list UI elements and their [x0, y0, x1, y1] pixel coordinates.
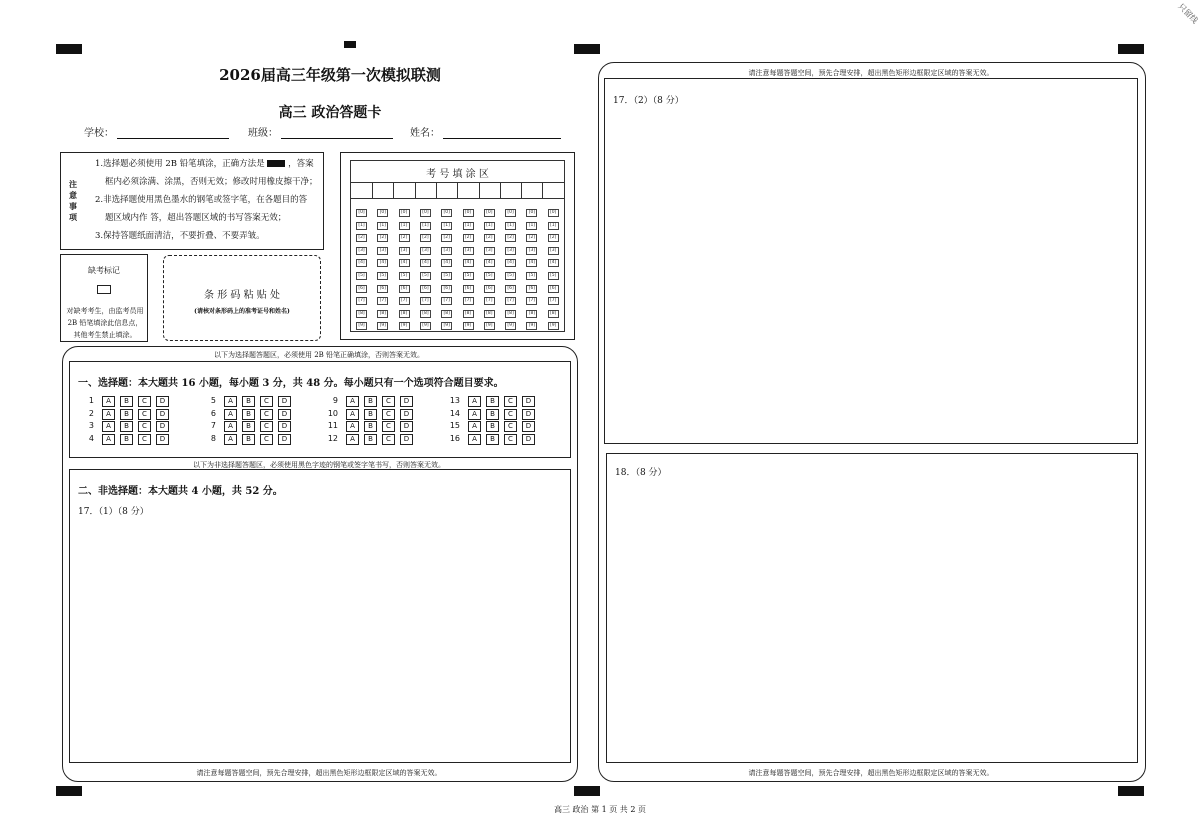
choice-option-bubble[interactable]: A [224, 434, 237, 445]
choice-option-bubble[interactable]: A [468, 409, 481, 420]
q18-label: 18．（8 分） [615, 468, 667, 478]
exam-number-digit-bubble[interactable]: [1] [356, 222, 367, 230]
choice-option-bubble[interactable]: D [400, 434, 413, 445]
choice-option-bubble[interactable]: A [224, 421, 237, 432]
exam-number-digit-bubble[interactable]: [3] [420, 247, 431, 255]
exam-number-digit-bubble[interactable]: [8] [484, 310, 495, 318]
choice-option-bubble[interactable]: C [382, 434, 395, 445]
choice-question-number: 10 [327, 408, 338, 418]
exam-number-digit-bubble[interactable]: [5] [526, 272, 537, 280]
choice-question-number: 14 [449, 408, 460, 418]
choice-option-bubble[interactable]: D [278, 421, 291, 432]
exam-number-digit-bubble[interactable]: [2] [420, 234, 431, 242]
exam-number-digit-bubble[interactable]: [0] [356, 209, 367, 217]
choice-question-row [322, 421, 418, 432]
school-field[interactable] [84, 124, 229, 139]
choice-option-bubble[interactable]: D [522, 396, 535, 407]
exam-number-digit-bubble[interactable]: [0] [463, 209, 474, 217]
position-mark [1118, 44, 1144, 54]
choice-option-bubble[interactable]: C [138, 396, 151, 407]
choice-option-bubble[interactable]: B [120, 421, 133, 432]
absent-line1: 对缺考考生，由监考员用 [66, 307, 144, 315]
choice-question-number: 3 [88, 421, 94, 430]
choice-option-bubble[interactable]: B [486, 421, 499, 432]
school-line[interactable] [117, 124, 229, 139]
position-mark [574, 786, 600, 796]
choice-option-bubble[interactable]: A [346, 396, 359, 407]
choice-option-bubble[interactable]: D [156, 409, 169, 420]
exam-number-digit-bubble[interactable]: [7] [484, 297, 495, 305]
choice-option-bubble[interactable]: D [156, 421, 169, 432]
exam-number-digit-bubble[interactable]: [6] [420, 285, 431, 293]
exam-number-digit-bubble[interactable]: [1] [526, 222, 537, 230]
exam-number-digit-bubble[interactable]: [0] [399, 209, 410, 217]
choice-option-bubble[interactable]: D [400, 421, 413, 432]
barcode-title: 条 形 码 粘 贴 处 [204, 290, 280, 301]
choice-question-row [200, 421, 296, 432]
choice-option-bubble[interactable]: A [346, 421, 359, 432]
exam-number-digit-bubble[interactable]: [7] [356, 297, 367, 305]
choice-option-bubble[interactable]: A [102, 409, 115, 420]
exam-number-column [521, 182, 543, 198]
exam-number-digit-bubble[interactable]: [9] [441, 322, 452, 330]
exam-number-digit-bubble[interactable]: [3] [356, 247, 367, 255]
exam-number-digit-bubble[interactable]: [3] [399, 247, 410, 255]
exam-number-digit-bubble[interactable]: [6] [548, 285, 559, 293]
choice-option-bubble[interactable]: B [120, 434, 133, 445]
exam-number-digit-bubble[interactable]: [8] [441, 310, 452, 318]
exam-number-digit-bubble[interactable]: [5] [484, 272, 495, 280]
exam-number-digit-bubble[interactable]: [7] [548, 297, 559, 305]
exam-number-digit-bubble[interactable]: [5] [548, 272, 559, 280]
exam-number-grid [350, 160, 565, 332]
choice-option-bubble[interactable]: C [260, 421, 273, 432]
exam-number-digit-bubble[interactable]: [8] [399, 310, 410, 318]
exam-number-digit-bubble[interactable]: [0] [484, 209, 495, 217]
choice-option-bubble[interactable]: C [504, 396, 517, 407]
exam-number-digit-bubble[interactable]: [4] [548, 259, 559, 267]
choice-question-row [78, 409, 174, 420]
choice-question-row [322, 409, 418, 420]
exam-number-digit-bubble[interactable]: [0] [377, 209, 388, 217]
choice-option-bubble[interactable]: B [364, 396, 377, 407]
exam-number-digit-bubble[interactable]: [5] [377, 272, 388, 280]
exam-number-digit-bubble[interactable]: [9] [526, 322, 537, 330]
notice-box [60, 152, 324, 250]
choice-option-bubble[interactable]: B [242, 421, 255, 432]
q17-1-label: 17．（1）（8 分） [78, 507, 149, 517]
exam-number-column [436, 182, 458, 198]
choice-option-bubble[interactable]: A [102, 434, 115, 445]
page-footer: 高三 政治 第 1 页 共 2 页 [554, 805, 646, 814]
exam-number-digit-bubble[interactable]: [9] [505, 322, 516, 330]
exam-number-digit-bubble[interactable]: [6] [441, 285, 452, 293]
exam-number-digit-bubble[interactable]: [0] [505, 209, 516, 217]
exam-number-column [500, 182, 522, 198]
choice-option-bubble[interactable]: A [468, 396, 481, 407]
exam-number-digit-bubble[interactable]: [2] [526, 234, 537, 242]
exam-number-digit-bubble[interactable]: [6] [377, 285, 388, 293]
position-mark [56, 44, 82, 54]
exam-number-digit-bubble[interactable]: [4] [505, 259, 516, 267]
exam-number-digit-bubble[interactable]: [5] [356, 272, 367, 280]
exam-number-digit-bubble[interactable]: [2] [441, 234, 452, 242]
choice-option-bubble[interactable]: A [102, 421, 115, 432]
name-line[interactable] [443, 124, 561, 139]
choice-question-number: 2 [88, 408, 94, 418]
absent-title: 缺考标记 [88, 266, 120, 275]
exam-number-digit-bubble[interactable]: [4] [526, 259, 537, 267]
choice-question-number: 8 [210, 433, 216, 443]
choice-option-bubble[interactable]: B [242, 409, 255, 420]
exam-number-digit-bubble[interactable]: [2] [548, 234, 559, 242]
exam-number-digit-bubble[interactable]: [8] [526, 310, 537, 318]
name-label: 姓名： [410, 128, 440, 139]
choice-question-row [444, 434, 540, 445]
exam-number-digit-bubble[interactable]: [0] [548, 209, 559, 217]
exam-number-title: 考 号 填 涂 区 [426, 169, 489, 180]
exam-number-digit-bubble[interactable]: [5] [441, 272, 452, 280]
choice-question-number: 6 [210, 408, 216, 418]
choice-question-row [444, 421, 540, 432]
position-mark [574, 44, 600, 54]
choice-option-bubble[interactable]: A [224, 396, 237, 407]
choice-question-row [78, 434, 174, 445]
choice-option-bubble[interactable]: D [156, 396, 169, 407]
choice-option-bubble[interactable]: D [522, 421, 535, 432]
choice-option-bubble[interactable]: A [224, 409, 237, 420]
choice-option-bubble[interactable]: B [486, 434, 499, 445]
choice-question-row [200, 434, 296, 445]
choice-option-bubble[interactable]: B [242, 434, 255, 445]
choice-question-number: 15 [449, 421, 460, 430]
choice-option-bubble[interactable]: A [102, 396, 115, 407]
choice-option-bubble[interactable]: A [468, 434, 481, 445]
exam-number-digit-bubble[interactable]: [3] [377, 247, 388, 255]
exam-number-digit-bubble[interactable]: [9] [484, 322, 495, 330]
exam-number-digit-bubble[interactable]: [4] [377, 259, 388, 267]
exam-number-digit-bubble[interactable]: [1] [377, 222, 388, 230]
exam-number-column [415, 182, 437, 198]
exam-number-column [458, 182, 480, 198]
exam-number-digit-bubble[interactable]: [4] [484, 259, 495, 267]
notice-item1a: 1.选择题必须使用 2B 铅笔填涂，正确方法是 [95, 159, 265, 169]
exam-number-digit-bubble[interactable]: [1] [441, 222, 452, 230]
exam-number-digit-bubble[interactable]: [0] [526, 209, 537, 217]
q18-answer-box[interactable] [606, 453, 1138, 763]
exam-number-digit-bubble[interactable]: [5] [463, 272, 474, 280]
choice-section [69, 361, 571, 458]
exam-number-digit-bubble[interactable]: [3] [441, 247, 452, 255]
exam-number-digit-bubble[interactable]: [8] [548, 310, 559, 318]
choice-option-bubble[interactable]: B [364, 434, 377, 445]
choice-option-bubble[interactable]: B [364, 409, 377, 420]
choice-option-bubble[interactable]: D [156, 434, 169, 445]
choice-option-bubble[interactable]: D [400, 409, 413, 420]
exam-number-column [394, 182, 416, 198]
choice-question-row [200, 396, 296, 407]
choice-option-bubble[interactable]: D [278, 409, 291, 420]
exam-number-digit-bubble[interactable]: [8] [420, 310, 431, 318]
choice-option-bubble[interactable]: C [382, 421, 395, 432]
corner-watermark: 只留线 [1176, 1, 1200, 26]
exam-number-digit-bubble[interactable]: [5] [420, 272, 431, 280]
choice-option-bubble[interactable]: A [468, 421, 481, 432]
choice-option-bubble[interactable]: C [260, 434, 273, 445]
choice-option-bubble[interactable]: C [260, 396, 273, 407]
exam-number-digit-bubble[interactable]: [2] [399, 234, 410, 242]
exam-number-digit-bubble[interactable]: [1] [463, 222, 474, 230]
choice-option-bubble[interactable]: C [504, 421, 517, 432]
exam-number-digit-bubble[interactable]: [6] [505, 285, 516, 293]
choice-option-bubble[interactable]: C [138, 421, 151, 432]
exam-number-digit-bubble[interactable]: [9] [548, 322, 559, 330]
school-label: 学校： [84, 128, 114, 139]
exam-number-digit-bubble[interactable]: [7] [463, 297, 474, 305]
choice-question-number: 9 [332, 396, 338, 405]
exam-number-digit-bubble[interactable]: [1] [484, 222, 495, 230]
exam-number-column [479, 182, 501, 198]
exam-number-digit-bubble[interactable]: [1] [420, 222, 431, 230]
choice-option-bubble[interactable]: C [504, 409, 517, 420]
exam-number-digit-bubble[interactable]: [4] [463, 259, 474, 267]
choice-option-bubble[interactable]: B [486, 409, 499, 420]
card-title: 高三 政治答题卡 [278, 105, 382, 121]
choice-question-number: 4 [88, 433, 94, 443]
class-line[interactable] [281, 124, 393, 139]
exam-number-digit-bubble[interactable]: [0] [420, 209, 431, 217]
choice-question-row [322, 396, 418, 407]
exam-number-digit-bubble[interactable]: [4] [399, 259, 410, 267]
choice-question-row [444, 396, 540, 407]
exam-number-digit-bubble[interactable]: [8] [505, 310, 516, 318]
class-label: 班级： [248, 128, 278, 139]
exam-number-digit-bubble[interactable]: [3] [548, 247, 559, 255]
choice-option-bubble[interactable]: D [522, 434, 535, 445]
choice-option-bubble[interactable]: B [242, 396, 255, 407]
exam-number-digit-bubble[interactable]: [9] [356, 322, 367, 330]
choice-option-bubble[interactable]: C [138, 434, 151, 445]
choice-question-row [200, 409, 296, 420]
choice-question-row [78, 421, 174, 432]
q17-2-label: 17．（2）（8 分） [613, 96, 684, 106]
absent-line3: 其他考生禁止填涂。 [73, 331, 137, 339]
exam-number-digit-bubble[interactable]: [4] [356, 259, 367, 267]
notice-item2b: 题区域内作 答，超出答题区域的书写答案无效； [105, 213, 287, 223]
exam-number-digit-bubble[interactable]: [9] [377, 322, 388, 330]
exam-number-digit-bubble[interactable]: [1] [548, 222, 559, 230]
exam-number-digit-bubble[interactable]: [2] [505, 234, 516, 242]
nonchoice-section[interactable] [69, 469, 571, 763]
exam-number-digit-bubble[interactable]: [3] [463, 247, 474, 255]
exam-number-column [372, 182, 394, 198]
exam-number-digit-bubble[interactable]: [1] [399, 222, 410, 230]
choice-option-bubble[interactable]: C [504, 434, 517, 445]
exam-number-digit-bubble[interactable]: [2] [484, 234, 495, 242]
barcode-subtitle: (请核对条形码上的准考证号和姓名) [194, 308, 290, 315]
notice-side-label: 注意事项 [69, 179, 77, 222]
choice-option-bubble[interactable]: B [364, 421, 377, 432]
choice-heading: 一、选择题：本大题共 16 小题，每小题 3 分，共 48 分。每小题只有一个选项符合题目要求。 [78, 378, 504, 389]
class-field[interactable] [248, 124, 393, 139]
exam-number-digit-bubble[interactable]: [7] [399, 297, 410, 305]
notice-item1b: ，答案 [288, 159, 314, 169]
notice-item1c: 框内必须涂满、涂黑，否则无效；修改时用橡皮擦干净； [105, 177, 318, 187]
exam-number-digit-bubble[interactable]: [3] [484, 247, 495, 255]
notice-item2a: 2.非选择题使用黑色墨水的钢笔或签字笔，在各题目的答 [95, 195, 308, 205]
choice-option-bubble[interactable]: C [260, 409, 273, 420]
choice-option-bubble[interactable]: B [486, 396, 499, 407]
choice-option-bubble[interactable]: A [346, 409, 359, 420]
exam-number-digit-bubble[interactable]: [4] [441, 259, 452, 267]
exam-number-digit-bubble[interactable]: [0] [441, 209, 452, 217]
exam-number-digit-bubble[interactable]: [6] [463, 285, 474, 293]
choice-top-notice: 以下为选择题答题区，必须使用 2B 铅笔正确填涂，否则答案无效。 [213, 351, 425, 359]
exam-number-column [351, 182, 373, 198]
choice-question-row [78, 396, 174, 407]
exam-number-digit-bubble[interactable]: [9] [399, 322, 410, 330]
nonchoice-heading: 二、非选择题：本大题共 4 小题，共 52 分。 [78, 486, 283, 497]
choice-option-bubble[interactable]: C [138, 409, 151, 420]
choice-question-number: 12 [327, 433, 338, 443]
exam-number-column [543, 182, 564, 198]
exam-number-digit-bubble[interactable]: [8] [356, 310, 367, 318]
choice-question-number: 7 [210, 421, 216, 430]
position-mark [1118, 786, 1144, 796]
q17-2-answer-box[interactable] [604, 78, 1138, 444]
choice-option-bubble[interactable]: D [278, 434, 291, 445]
choice-option-bubble[interactable]: C [382, 409, 395, 420]
exam-number-digit-bubble[interactable]: [2] [377, 234, 388, 242]
exam-number-digit-bubble[interactable]: [3] [526, 247, 537, 255]
exam-number-digit-bubble[interactable]: [2] [356, 234, 367, 242]
name-field[interactable] [410, 124, 561, 139]
exam-number-digit-bubble[interactable]: [1] [505, 222, 516, 230]
filled-bubble-example [267, 160, 285, 167]
choice-question-number: 13 [449, 396, 460, 405]
left-bottom-notice: 请注意每题答题空间，预先合理安排，超出黑色矩形边框限定区域的答案无效。 [196, 769, 442, 777]
notice-item3: 3.保持答题纸面清洁，不要折叠、不要弄皱。 [95, 231, 265, 241]
barcode-area [163, 255, 321, 341]
choice-question-row [444, 409, 540, 420]
choice-option-bubble[interactable]: B [120, 396, 133, 407]
choice-option-bubble[interactable]: A [346, 434, 359, 445]
choice-option-bubble[interactable]: D [278, 396, 291, 407]
exam-number-digit-bubble[interactable]: [5] [505, 272, 516, 280]
absent-line2: 2B 铅笔填涂此信息点， [67, 319, 143, 327]
nonchoice-top-notice: 以下为非选择题答题区，必须使用黑色字迹的钢笔或签字笔书写，否则答案无效。 [193, 461, 445, 469]
choice-option-bubble[interactable]: D [400, 396, 413, 407]
exam-number-digit-bubble[interactable]: [6] [399, 285, 410, 293]
position-mark [344, 41, 356, 48]
exam-number-digit-bubble[interactable]: [4] [420, 259, 431, 267]
position-mark [56, 786, 82, 796]
choice-option-bubble[interactable]: B [120, 409, 133, 420]
exam-number-digit-bubble[interactable]: [3] [505, 247, 516, 255]
exam-number-area [340, 152, 575, 340]
choice-question-row [322, 434, 418, 445]
choice-question-number: 5 [210, 396, 216, 405]
right-bottom-notice: 请注意每题答题空间，预先合理安排，超出黑色矩形边框限定区域的答案无效。 [748, 769, 994, 777]
exam-number-digit-bubble[interactable]: [5] [399, 272, 410, 280]
exam-number-digit-bubble[interactable]: [9] [463, 322, 474, 330]
exam-number-digit-bubble[interactable]: [6] [526, 285, 537, 293]
exam-number-digit-bubble[interactable]: [6] [484, 285, 495, 293]
exam-number-digit-bubble[interactable]: [7] [526, 297, 537, 305]
choice-option-bubble[interactable]: C [382, 396, 395, 407]
choice-question-number: 16 [449, 433, 460, 443]
exam-number-digit-bubble[interactable]: [6] [356, 285, 367, 293]
choice-question-number: 11 [327, 421, 338, 430]
exam-number-digit-bubble[interactable]: [7] [377, 297, 388, 305]
exam-number-digit-bubble[interactable]: [7] [420, 297, 431, 305]
exam-number-digit-bubble[interactable]: [8] [463, 310, 474, 318]
exam-number-digit-bubble[interactable]: [8] [377, 310, 388, 318]
exam-number-digit-bubble[interactable]: [7] [441, 297, 452, 305]
right-top-notice: 请注意每题答题空间，预先合理安排，超出黑色矩形边框限定区域的答案无效。 [748, 69, 994, 77]
exam-title: 2026届高三年级第一次模拟联测 [219, 66, 441, 84]
choice-question-number: 1 [88, 396, 94, 405]
absent-bubble[interactable] [97, 285, 111, 294]
exam-number-digit-bubble[interactable]: [9] [420, 322, 431, 330]
choice-option-bubble[interactable]: D [522, 409, 535, 420]
exam-number-digit-bubble[interactable]: [7] [505, 297, 516, 305]
absent-box [60, 254, 148, 342]
exam-number-digit-bubble[interactable]: [2] [463, 234, 474, 242]
